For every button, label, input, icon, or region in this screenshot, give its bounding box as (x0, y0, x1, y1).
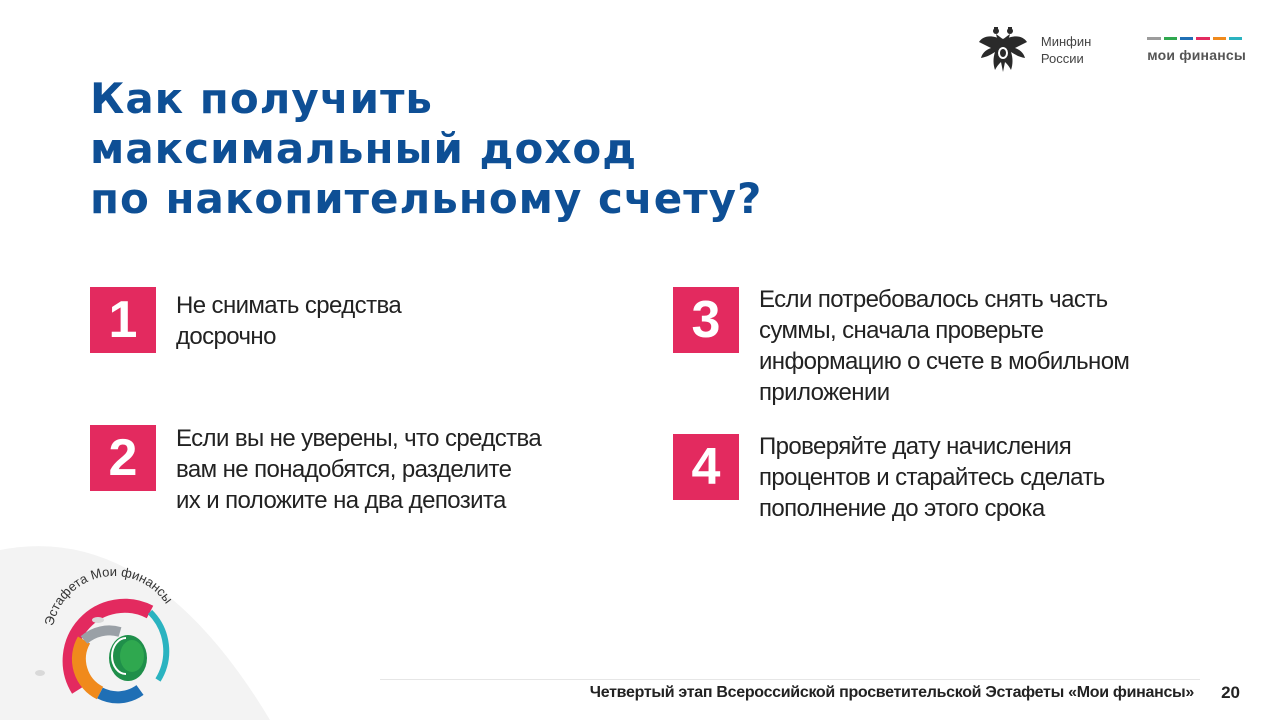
tip-number-3: 3 (673, 287, 739, 353)
tip-1-line-1: Не снимать средства (176, 292, 402, 319)
tip-4-line-1: Проверяйте дату начисления (759, 433, 1072, 460)
ministry-name-line2: России (1040, 51, 1084, 66)
tip-4-line-3: пополнение до этого срока (759, 495, 1045, 522)
relay-emblem (0, 540, 270, 720)
tip-3-line-4: приложении (759, 379, 890, 406)
tip-text-4 (759, 431, 1105, 524)
brand-bar-segment-6 (1229, 37, 1242, 40)
eagle-emblem-icon (977, 24, 1029, 76)
tip-number-4: 4 (673, 434, 739, 500)
header-logos (977, 24, 1246, 76)
brand-bar-segment-3 (1180, 37, 1193, 40)
tip-text-2 (176, 423, 541, 516)
tip-3-line-1: Если потребовалось снять часть (759, 286, 1108, 313)
page-title (90, 74, 762, 224)
moi-finansy-logo (1147, 37, 1246, 63)
tip-number-1: 1 (90, 287, 156, 353)
emblem-label: Эстафета Мои финансы (41, 563, 176, 628)
brand-color-bar (1147, 37, 1242, 40)
tip-item-1 (90, 287, 401, 353)
tip-item-3 (673, 287, 1129, 408)
tip-text-3 (759, 284, 1129, 408)
tip-2-line-1: Если вы не уверены, что средства (176, 425, 542, 452)
ministry-name-line1: Минфин (1040, 34, 1092, 49)
tip-2-line-3: их и положите на два депозита (176, 487, 506, 514)
tip-2-line-2: вам не понадобятся, разделите (176, 456, 512, 483)
tip-item-4 (673, 434, 1105, 524)
tip-1-line-2: досрочно (176, 323, 276, 350)
tip-3-line-3: информацию о счете в мобильном (759, 348, 1130, 375)
tip-text-1 (176, 290, 401, 352)
tip-3-line-2: суммы, сначала проверьте (759, 317, 1044, 344)
minfin-logo (977, 24, 1091, 76)
brand-bar-segment-4 (1196, 37, 1209, 40)
footer-caption: Четвертый этап Всероссийской просветительской Эстафеты «Мои финансы» (589, 684, 1194, 701)
title-line-3: по накопительному счету? (90, 174, 763, 223)
tip-4-line-2: процентов и старайтесь сделать (759, 464, 1105, 491)
brand-bar-segment-5 (1213, 37, 1226, 40)
page-number: 20 (1221, 683, 1240, 702)
footer-divider (380, 679, 1200, 680)
title-line-1: Как получить (90, 74, 433, 123)
brand-bar-segment-1 (1147, 37, 1160, 40)
tip-item-2 (90, 425, 541, 516)
title-line-2: максимальный доход (90, 124, 638, 173)
brand-bar-segment-2 (1164, 37, 1177, 40)
tip-number-2: 2 (90, 425, 156, 491)
brand-name: мои финансы (1147, 47, 1246, 63)
